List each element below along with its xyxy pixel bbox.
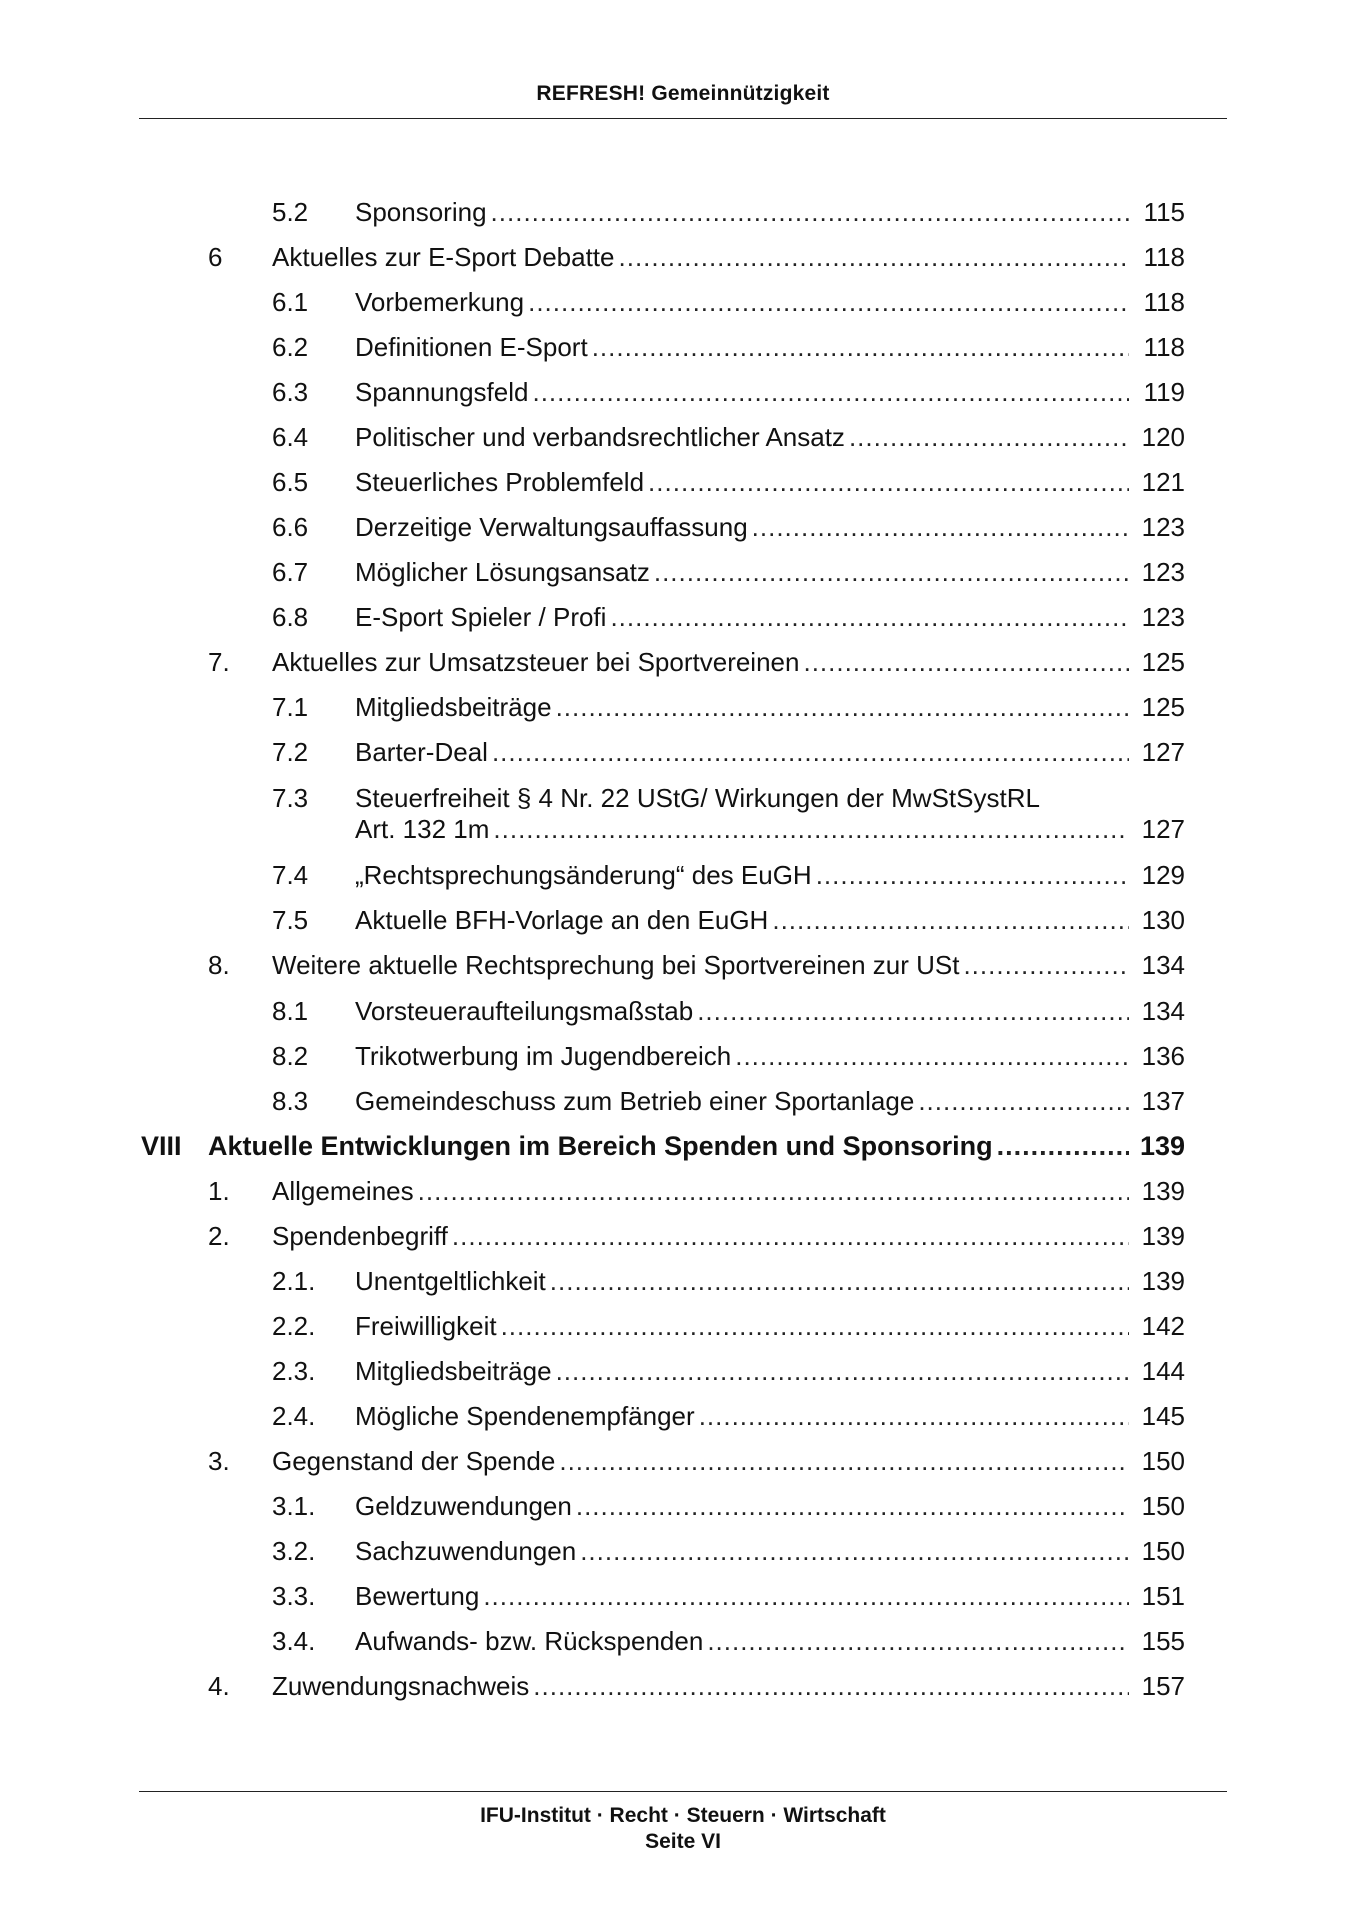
toc-entry[interactable]: [0, 1626, 1358, 1656]
toc-entry[interactable]: [0, 1221, 1358, 1251]
toc-entry-page: 157: [1141, 1671, 1185, 1701]
dot-leader: [803, 647, 1129, 677]
dot-leader: [707, 1626, 1129, 1656]
toc-entry[interactable]: [0, 1491, 1358, 1521]
toc-entry-title: Spannungsfeld: [355, 377, 529, 407]
toc-entry[interactable]: [0, 377, 1358, 407]
toc-entry-number: 6: [208, 242, 223, 272]
toc-entry-title: Zuwendungsnachweis: [272, 1671, 530, 1701]
toc-entry[interactable]: [0, 692, 1358, 722]
dot-leader: [493, 814, 1129, 844]
dot-leader: [556, 692, 1129, 722]
toc-entry[interactable]: [0, 1356, 1358, 1386]
toc-entry[interactable]: [0, 1086, 1358, 1116]
toc-entry-number: 3.: [208, 1446, 230, 1476]
toc-entry-title: Sponsoring: [355, 197, 487, 227]
dot-leader: [654, 557, 1129, 587]
toc-entry-number: 6.8: [272, 602, 309, 632]
dot-leader: [550, 1266, 1129, 1296]
toc-entry[interactable]: [0, 647, 1358, 677]
toc-entry[interactable]: [0, 332, 1358, 362]
toc-entry-number: 8.: [208, 950, 230, 980]
toc-entry[interactable]: [0, 950, 1358, 980]
toc-entry[interactable]: [0, 1266, 1358, 1296]
footer-institute: IFU-Institut · Recht · Steuern · Wirtschaft: [480, 1804, 886, 1827]
dot-leader: [452, 1221, 1129, 1251]
toc-entry-number: 2.1.: [272, 1266, 316, 1296]
toc-entry-number: 3.1.: [272, 1491, 316, 1521]
toc-entry-page: 139: [1141, 1221, 1185, 1251]
toc-entry-title: Aktuelles zur E-Sport Debatte: [272, 242, 615, 272]
toc-entry-page: 145: [1141, 1401, 1185, 1431]
toc-chapter-number: VIII: [141, 1131, 182, 1161]
toc-entry-number: 2.3.: [272, 1356, 316, 1386]
toc-entry-title: Steuerliches Problemfeld: [355, 467, 645, 497]
toc-entry-title: Mitgliedsbeiträge: [355, 1356, 552, 1386]
toc-entry-title: Definitionen E-Sport: [355, 332, 588, 362]
toc-entry-page: 127: [1141, 814, 1185, 844]
dot-leader: [592, 332, 1129, 362]
toc-entry-number: 8.1: [272, 996, 309, 1026]
toc-entry[interactable]: [0, 905, 1358, 935]
toc-entry-number: 6.1: [272, 287, 309, 317]
toc-entry-page: 123: [1141, 557, 1185, 587]
dot-leader: [735, 1041, 1129, 1071]
toc-entry[interactable]: [0, 197, 1358, 227]
toc-entry-title: Art. 132 1m: [355, 814, 490, 844]
toc-entry[interactable]: [0, 1536, 1358, 1566]
toc-entry-page: 134: [1141, 996, 1185, 1026]
toc-chapter-page: 139: [1139, 1131, 1185, 1161]
toc-entry-page: 151: [1141, 1581, 1185, 1611]
toc-entry[interactable]: [0, 1041, 1358, 1071]
toc-entry-number: 6.3: [272, 377, 309, 407]
toc-entry-page: 130: [1141, 905, 1185, 935]
toc-entry-title: Mögliche Spendenempfänger: [355, 1401, 695, 1431]
dot-leader: [533, 1671, 1129, 1701]
toc-entry-title: Vorbemerkung: [355, 287, 525, 317]
toc-entry-page: 115: [1143, 197, 1185, 227]
toc-entry-number: 6.7: [272, 557, 309, 587]
toc-entry-title: Derzeitige Verwaltungsauffassung: [355, 512, 748, 542]
toc-entry-page: 134: [1141, 950, 1185, 980]
toc-entry-title-line1: Steuerfreiheit § 4 Nr. 22 UStG/ Wirkungen der MwStSystRL: [355, 783, 1040, 813]
dot-leader: [816, 860, 1129, 890]
toc-entry[interactable]: [0, 737, 1358, 767]
toc-entry-title: Aktuelle BFH-Vorlage an den EuGH: [355, 905, 769, 935]
toc-entry[interactable]: [0, 602, 1358, 632]
page-header: REFRESH! Gemeinnützigkeit: [536, 82, 830, 105]
toc-entry-page: 155: [1141, 1626, 1185, 1656]
dot-leader: [997, 1131, 1129, 1161]
toc-entry-title: Freiwilligkeit: [355, 1311, 497, 1341]
toc-entry-number: 2.: [208, 1221, 230, 1251]
toc-entry[interactable]: [0, 1311, 1358, 1341]
toc-entry-page: 118: [1143, 287, 1185, 317]
footer-rule: [139, 1791, 1227, 1792]
dot-leader: [918, 1086, 1129, 1116]
toc-entry-page: 144: [1141, 1356, 1185, 1386]
toc-entry-page: 119: [1143, 377, 1185, 407]
toc-entry-number: 8.3: [272, 1086, 309, 1116]
toc-entry-title: Sachzuwendungen: [355, 1536, 577, 1566]
toc-entry[interactable]: [0, 1581, 1358, 1611]
toc-entry[interactable]: [0, 422, 1358, 452]
dot-leader: [699, 1401, 1129, 1431]
toc-entry-page: 120: [1141, 422, 1185, 452]
dot-leader: [501, 1311, 1129, 1341]
toc-entry-page: 123: [1141, 602, 1185, 632]
toc-chapter-title: Aktuelle Entwicklungen im Bereich Spenden und Sponsoring: [208, 1131, 993, 1161]
page-number: Seite VI: [645, 1830, 721, 1853]
toc-entry[interactable]: [0, 287, 1358, 317]
toc-entry[interactable]: [0, 242, 1358, 272]
toc-entry[interactable]: [0, 557, 1358, 587]
toc-entry[interactable]: [0, 1401, 1358, 1431]
toc-entry[interactable]: [0, 467, 1358, 497]
toc-entry-number: 2.4.: [272, 1401, 316, 1431]
toc-entry-title: Spendenbegriff: [272, 1221, 448, 1251]
toc-entry-number: 5.2: [272, 197, 309, 227]
dot-leader: [483, 1581, 1129, 1611]
page-footer: [139, 1803, 1227, 1855]
toc-entry-number: 3.3.: [272, 1581, 316, 1611]
toc-entry-continuation[interactable]: [0, 814, 1358, 844]
toc-entry-title: Mitgliedsbeiträge: [355, 692, 552, 722]
toc-entry-page: 123: [1141, 512, 1185, 542]
toc-entry-page: 125: [1141, 647, 1185, 677]
dot-leader: [610, 602, 1129, 632]
dot-leader: [619, 242, 1130, 272]
dot-leader: [491, 197, 1129, 227]
toc-entry-title: Unentgeltlichkeit: [355, 1266, 546, 1296]
toc-entry-number: 7.5: [272, 905, 309, 935]
dot-leader: [556, 1356, 1129, 1386]
toc-entry-number: 7.2: [272, 737, 309, 767]
dot-leader: [648, 467, 1129, 497]
toc-entry-page: 139: [1141, 1176, 1185, 1206]
toc-entry-number: 4.: [208, 1671, 230, 1701]
dot-leader: [492, 737, 1129, 767]
toc-entry-title: Aufwands- bzw. Rückspenden: [355, 1626, 704, 1656]
toc-entry[interactable]: [0, 512, 1358, 542]
toc-entry-page: 129: [1141, 860, 1185, 890]
toc-entry-title: Aktuelles zur Umsatzsteuer bei Sportvereinen: [272, 647, 800, 677]
dot-leader: [532, 377, 1129, 407]
toc-entry-title: Allgemeines: [272, 1176, 414, 1206]
toc-entry-number: 1.: [208, 1176, 230, 1206]
toc-entry-title: Politischer und verbandsrechtlicher Ansatz: [355, 422, 845, 452]
dot-leader: [528, 287, 1129, 317]
toc-entry-title: Bewertung: [355, 1581, 480, 1611]
toc-entry-page: 136: [1141, 1041, 1185, 1071]
toc-entry[interactable]: [0, 1671, 1358, 1701]
toc-entry-title: „Rechtsprechungsänderung“ des EuGH: [355, 860, 812, 890]
toc-chapter-entry[interactable]: [0, 1131, 1358, 1161]
toc-entry-title: E-Sport Spieler / Profi: [355, 602, 607, 632]
toc-entry-number: 6.2: [272, 332, 309, 362]
toc-entry[interactable]: [0, 1446, 1358, 1476]
toc-entry-page: 139: [1141, 1266, 1185, 1296]
toc-entry[interactable]: [0, 1176, 1358, 1206]
toc-entry-number: 7.1: [272, 692, 309, 722]
toc-entry-number: 3.4.: [272, 1626, 316, 1656]
toc-entry-title: Trikotwerbung im Jugendbereich: [355, 1041, 732, 1071]
toc-entry-number: 6.6: [272, 512, 309, 542]
toc-entry-title: Möglicher Lösungsansatz: [355, 557, 650, 587]
toc-entry-page: 150: [1141, 1491, 1185, 1521]
toc-entry-page: 142: [1141, 1311, 1185, 1341]
toc-entry-page: 121: [1141, 467, 1185, 497]
toc-entry-number: 2.2.: [272, 1311, 316, 1341]
dot-leader: [772, 905, 1129, 935]
dot-leader: [697, 996, 1129, 1026]
toc-entry-page: 125: [1141, 692, 1185, 722]
dot-leader: [963, 950, 1129, 980]
dot-leader: [752, 512, 1129, 542]
toc-entry-number: 6.5: [272, 467, 309, 497]
dot-leader: [849, 422, 1129, 452]
toc-entry-page: 150: [1141, 1446, 1185, 1476]
toc-entry-title: Gemeindeschuss zum Betrieb einer Sportanlage: [355, 1086, 915, 1116]
toc-entry[interactable]: [0, 783, 1358, 813]
toc-entry-title: Barter-Deal: [355, 737, 488, 767]
toc-entry-page: 137: [1141, 1086, 1185, 1116]
dot-leader: [580, 1536, 1129, 1566]
dot-leader: [418, 1176, 1129, 1206]
toc-entry-title: Vorsteueraufteilungsmaßstab: [355, 996, 694, 1026]
toc-entry-number: 3.2.: [272, 1536, 316, 1566]
dot-leader: [576, 1491, 1129, 1521]
toc-entry-page: 127: [1141, 737, 1185, 767]
toc-entry-number: 6.4: [272, 422, 309, 452]
toc-entry-page: 118: [1143, 332, 1185, 362]
toc-entry-number: 7.3: [272, 783, 309, 813]
toc-entry[interactable]: [0, 860, 1358, 890]
toc-entry-number: 7.4: [272, 860, 309, 890]
toc-entry-title: Weitere aktuelle Rechtsprechung bei Sportvereinen zur USt: [272, 950, 960, 980]
toc-entry[interactable]: [0, 996, 1358, 1026]
toc-entry-number: 7.: [208, 647, 230, 677]
toc-entry-title: Geldzuwendungen: [355, 1491, 572, 1521]
toc-entry-title: Gegenstand der Spende: [272, 1446, 556, 1476]
toc-entry-number: 8.2: [272, 1041, 309, 1071]
dot-leader: [559, 1446, 1129, 1476]
toc-entry-page: 150: [1141, 1536, 1185, 1566]
toc-entry-page: 118: [1143, 242, 1185, 272]
